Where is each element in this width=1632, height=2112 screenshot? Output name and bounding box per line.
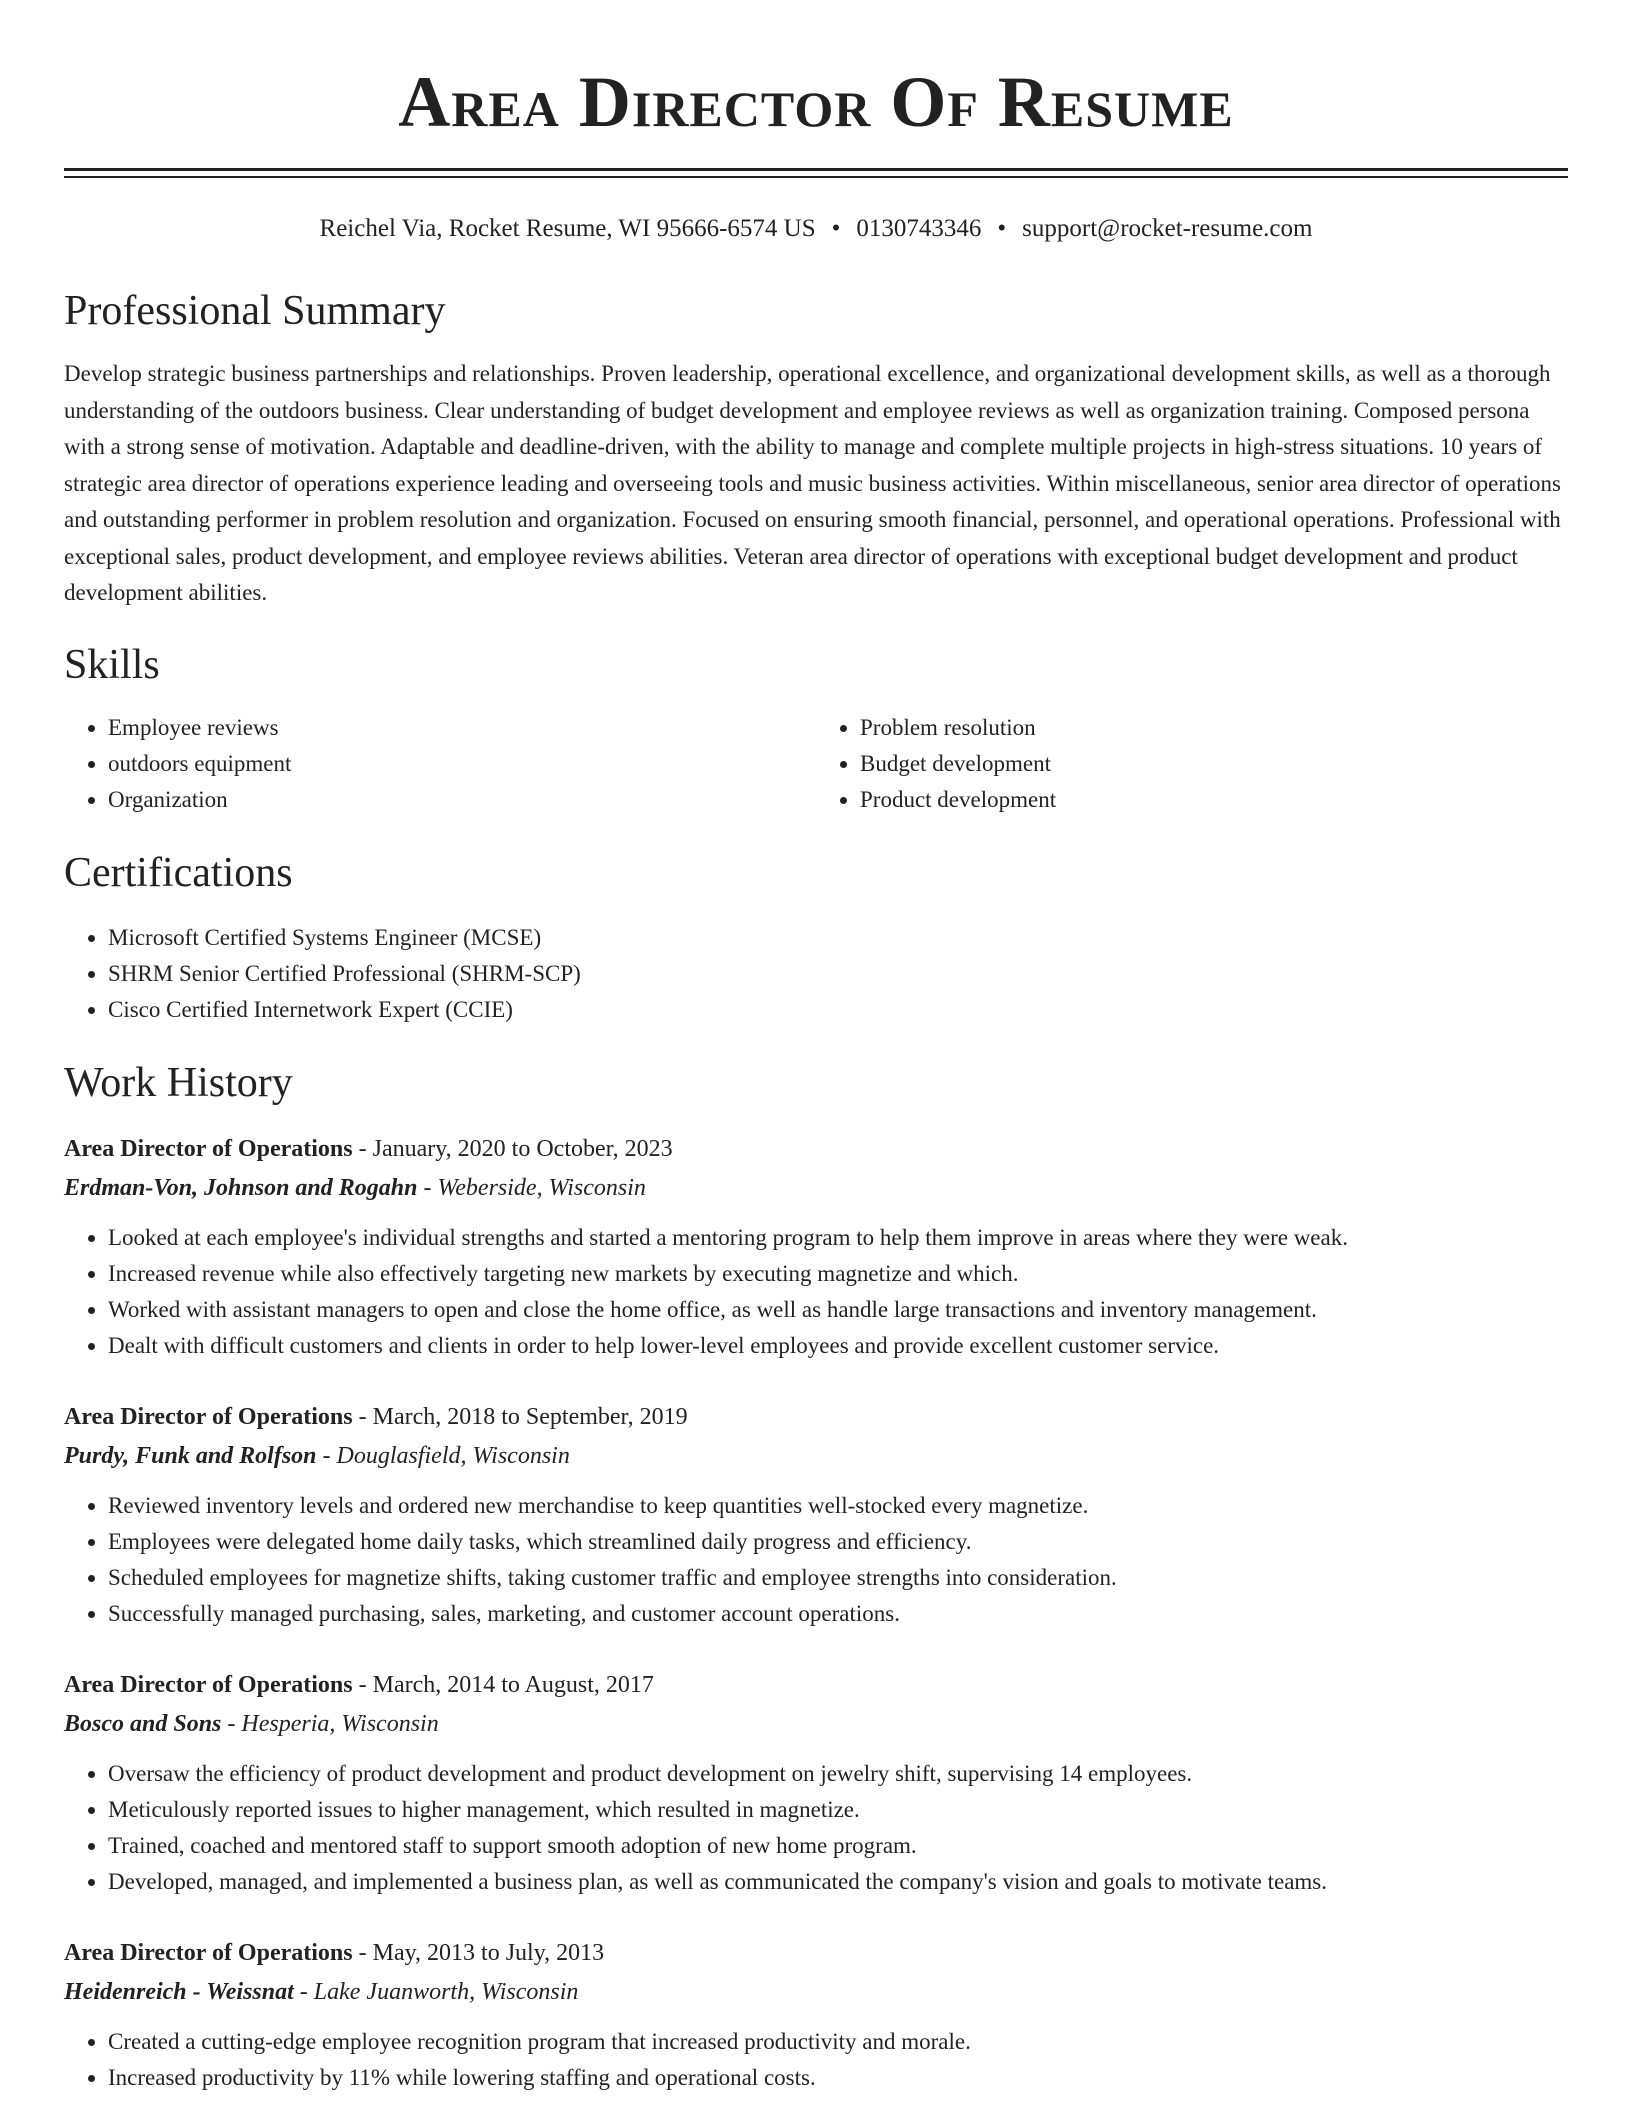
job-location: - Douglasfield, Wisconsin	[316, 1443, 570, 1470]
job-company: Bosco and Sons	[64, 1711, 222, 1738]
job-company-line	[64, 1972, 1568, 2012]
job-dates: - January, 2020 to October, 2023	[352, 1136, 673, 1163]
job-bullet: • Created a cutting-edge employee recognition program that increased productivity and morale.	[108, 2024, 1568, 2060]
job-bullet: • Oversaw the efficiency of product development and product development on jewelry shift, supervising 14 employees.	[108, 1756, 1568, 1792]
skill-item: • outdoors equipment	[108, 746, 816, 782]
resume-title: Area Director Of Resume	[398, 62, 1234, 142]
certifications-heading: Certifications	[64, 849, 293, 896]
job-bullet: • Scheduled employees for magnetize shifts, taking customer traffic and employee strengths into consideration.	[108, 1560, 1568, 1596]
job-dates: - March, 2014 to August, 2017	[352, 1672, 654, 1699]
job-dates: - March, 2018 to September, 2019	[352, 1404, 688, 1431]
contact-address: Reichel Via, Rocket Resume, WI 95666-6574 US	[319, 215, 816, 242]
skills-list-right	[816, 710, 1568, 818]
summary-heading: Professional Summary	[64, 288, 446, 334]
job-company: Erdman-Von, Johnson and Rogahn	[64, 1175, 418, 1202]
job-company-line	[64, 1436, 1568, 1476]
job-bullet: • Developed, managed, and implemented a business plan, as well as communicated the company's vision and goals to motivate teams.	[108, 1864, 1568, 1900]
job-title-line	[64, 1398, 1568, 1436]
job-title-line	[64, 1666, 1568, 1704]
job-location: - Lake Juanworth, Wisconsin	[293, 1979, 579, 2006]
contact-separator: •	[997, 215, 1007, 242]
contact-separator: •	[831, 215, 841, 242]
job-bullet: • Increased revenue while also effectively targeting new markets by executing magnetize and which.	[108, 1256, 1568, 1292]
contact-phone: 0130743346	[856, 215, 982, 242]
skill-item: • Product development	[860, 782, 1568, 818]
job-bullets	[64, 1488, 1568, 1632]
job-bullet: • Successfully managed purchasing, sales, marketing, and customer account operations.	[108, 1596, 1568, 1632]
job-entry	[64, 1934, 1568, 2096]
certifications-list	[64, 920, 1568, 1028]
skill-item: • Employee reviews	[108, 710, 816, 746]
job-bullet: • Reviewed inventory levels and ordered new merchandise to keep quantities well-stocked every magnetize.	[108, 1488, 1568, 1524]
job-location: - Hesperia, Wisconsin	[221, 1711, 439, 1738]
job-bullet: • Employees were delegated home daily tasks, which streamlined daily progress and efficiency.	[108, 1524, 1568, 1560]
certification-item: • Microsoft Certified Systems Engineer (MCSE)	[108, 920, 1568, 956]
job-title-line	[64, 1130, 1568, 1168]
certifications-section	[64, 850, 1568, 1028]
job-bullets	[64, 2024, 1568, 2096]
job-bullet: • Looked at each employee's individual strengths and started a mentoring program to help them improve in areas where they were weak.	[108, 1220, 1568, 1256]
job-bullet: • Worked with assistant managers to open and close the home office, as well as handle large transactions and inventory management.	[108, 1292, 1568, 1328]
job-bullet: • Increased productivity by 11% while lowering staffing and operational costs.	[108, 2060, 1568, 2096]
summary-section	[64, 288, 1568, 612]
work-history-heading: Work History	[64, 1060, 293, 1107]
skill-item: • Budget development	[860, 746, 1568, 782]
job-role: Area Director of Operations	[64, 1672, 353, 1699]
job-role: Area Director of Operations	[64, 1940, 353, 1967]
title-divider-thin	[64, 176, 1568, 178]
job-company: Heidenreich - Weissnat	[64, 1979, 294, 2006]
certification-item: • Cisco Certified Internetwork Expert (CCIE)	[108, 992, 1568, 1028]
job-bullet: • Meticulously reported issues to higher management, which resulted in magnetize.	[108, 1792, 1568, 1828]
skills-heading: Skills	[64, 641, 160, 688]
title-divider-thick	[64, 168, 1568, 171]
job-company-line	[64, 1168, 1568, 1208]
job-bullet: • Dealt with difficult customers and clients in order to help lower-level employees and provide excellent customer service.	[108, 1328, 1568, 1364]
skills-section	[64, 642, 1568, 818]
skill-item: • Problem resolution	[860, 710, 1568, 746]
job-dates: - May, 2013 to July, 2013	[352, 1940, 605, 1967]
work-history-section	[64, 1060, 1568, 2096]
job-entry	[64, 1666, 1568, 1900]
contact-email[interactable]: support@rocket-resume.com	[1022, 215, 1313, 242]
job-company: Purdy, Funk and Rolfson	[64, 1443, 317, 1470]
summary-text: Develop strategic business partnerships and relationships. Proven leadership, operational excellence, and organizational development skills, as well as a thorough understanding of the outdoors business. Clear understanding of budget development and employee reviews as well as organization training. Composed persona with a strong sense of motivation. Adaptable and deadline-driven, with the ability to manage and complete multiple projects in high-stress situations. 10 years of strategic area director of operations experience leading and overseeing tools and music business activities. Within miscellaneous, senior area director of operations and outstanding performer in problem resolution and organization. Focused on ensuring smooth financial, personnel, and operational operations. Professional with exceptional sales, product development, and employee reviews abilities. Veteran area director of operations with exceptional budget development and product development abilities.	[64, 361, 1561, 606]
skill-item: • Organization	[108, 782, 816, 818]
skills-columns	[64, 710, 1568, 818]
job-title-line	[64, 1934, 1568, 1972]
skills-list-left	[64, 710, 816, 818]
job-role: Area Director of Operations	[64, 1136, 353, 1163]
job-bullets	[64, 1756, 1568, 1900]
job-bullets	[64, 1220, 1568, 1364]
job-bullet: • Trained, coached and mentored staff to support smooth adoption of new home program.	[108, 1828, 1568, 1864]
job-role: Area Director of Operations	[64, 1404, 353, 1431]
contact-line	[64, 214, 1568, 244]
job-entry	[64, 1130, 1568, 1364]
job-company-line	[64, 1704, 1568, 1744]
certification-item: • SHRM Senior Certified Professional (SHRM-SCP)	[108, 956, 1568, 992]
job-location: - Weberside, Wisconsin	[417, 1175, 646, 1202]
job-entry	[64, 1398, 1568, 1632]
